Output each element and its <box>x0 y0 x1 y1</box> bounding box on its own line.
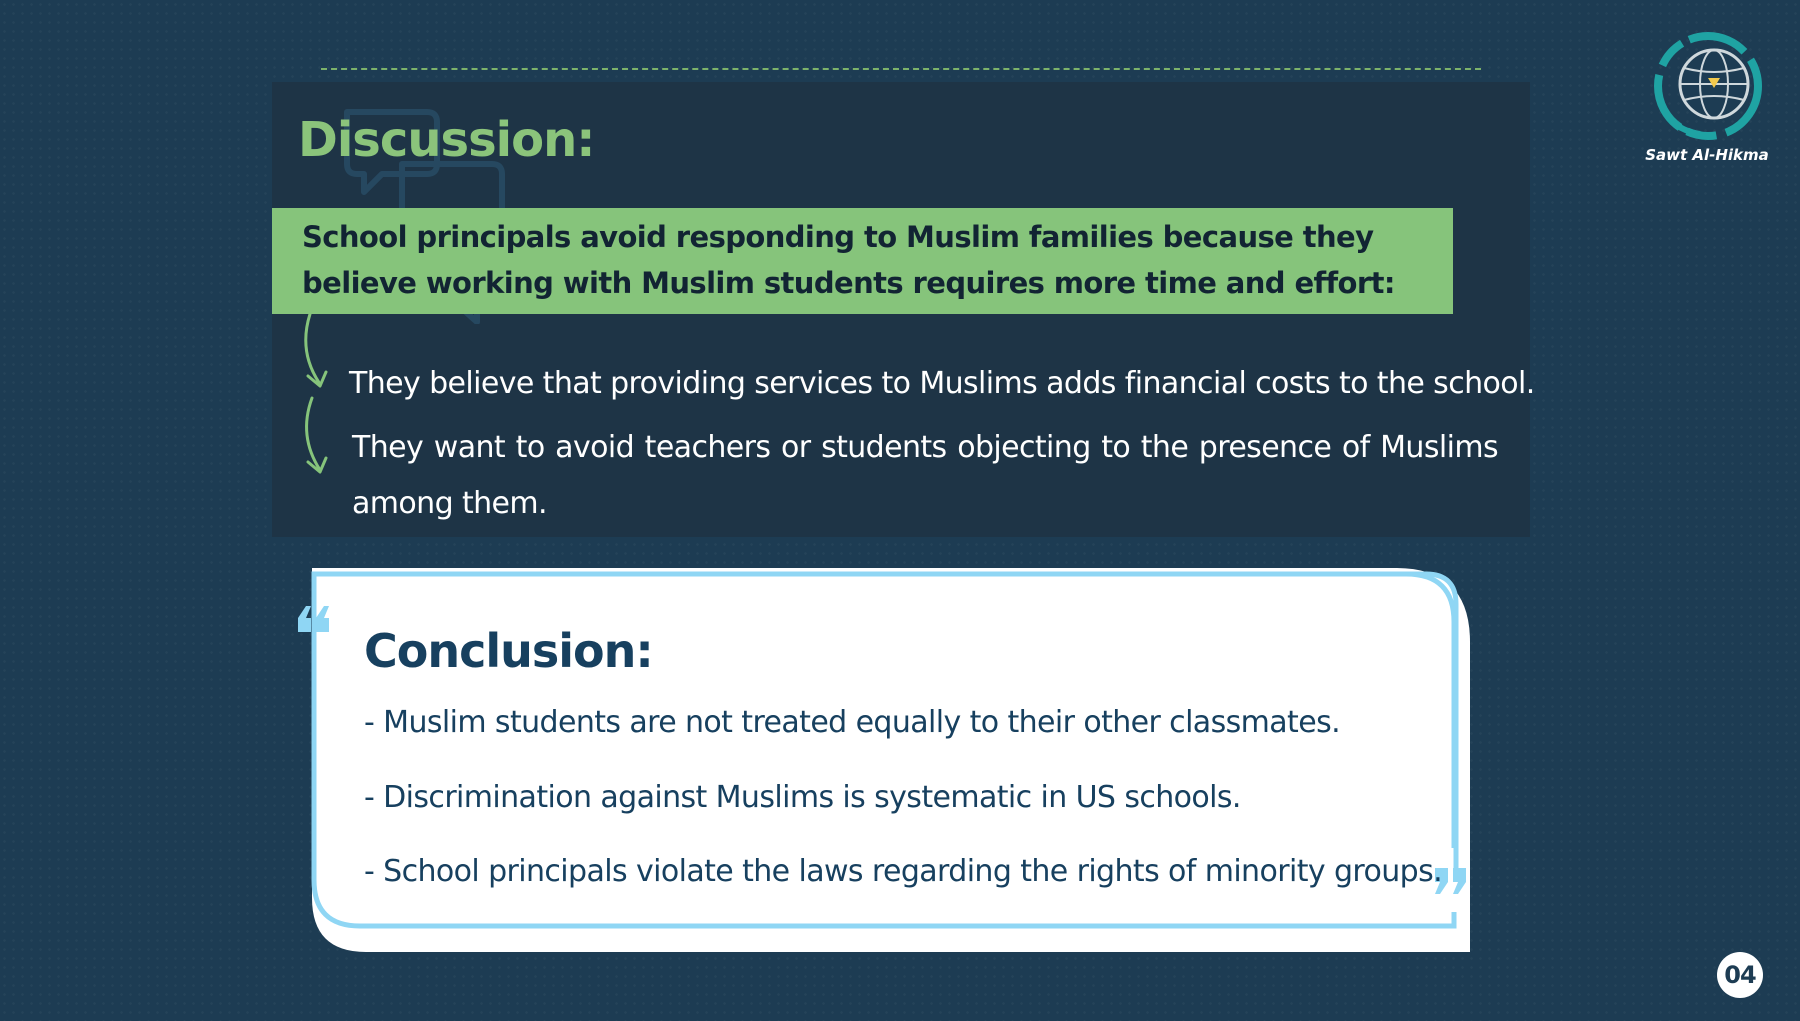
discussion-title: Discussion: <box>298 112 595 168</box>
conclusion-card <box>266 562 1490 952</box>
top-dashed-divider <box>321 68 1481 70</box>
discussion-lead-text: School principals avoid responding to Muslim families because they believe working with Muslim students requires more time and effort: <box>302 220 1395 300</box>
page-number-badge: 04 <box>1717 952 1763 998</box>
conclusion-item-1: - Muslim students are not treated equally to their other classmates. <box>364 705 1341 740</box>
logo-wordmark: Sawt Al-Hikma <box>1645 146 1769 164</box>
globe-emblem-icon <box>1644 30 1774 150</box>
discussion-point-2: They want to avoid teachers or students objecting to the presence of Muslims among them. <box>352 430 1498 521</box>
conclusion-item-2: - Discrimination against Muslims is systematic in US schools. <box>364 780 1241 815</box>
conclusion-item-3: - School principals violate the laws regarding the rights of minority groups. <box>364 854 1443 889</box>
curved-arrows-icon <box>294 310 334 480</box>
discussion-point-1: They believe that providing services to Muslims adds financial costs to the school. <box>349 366 1535 401</box>
conclusion-title: Conclusion: <box>364 624 653 678</box>
open-quote-icon <box>296 604 332 634</box>
